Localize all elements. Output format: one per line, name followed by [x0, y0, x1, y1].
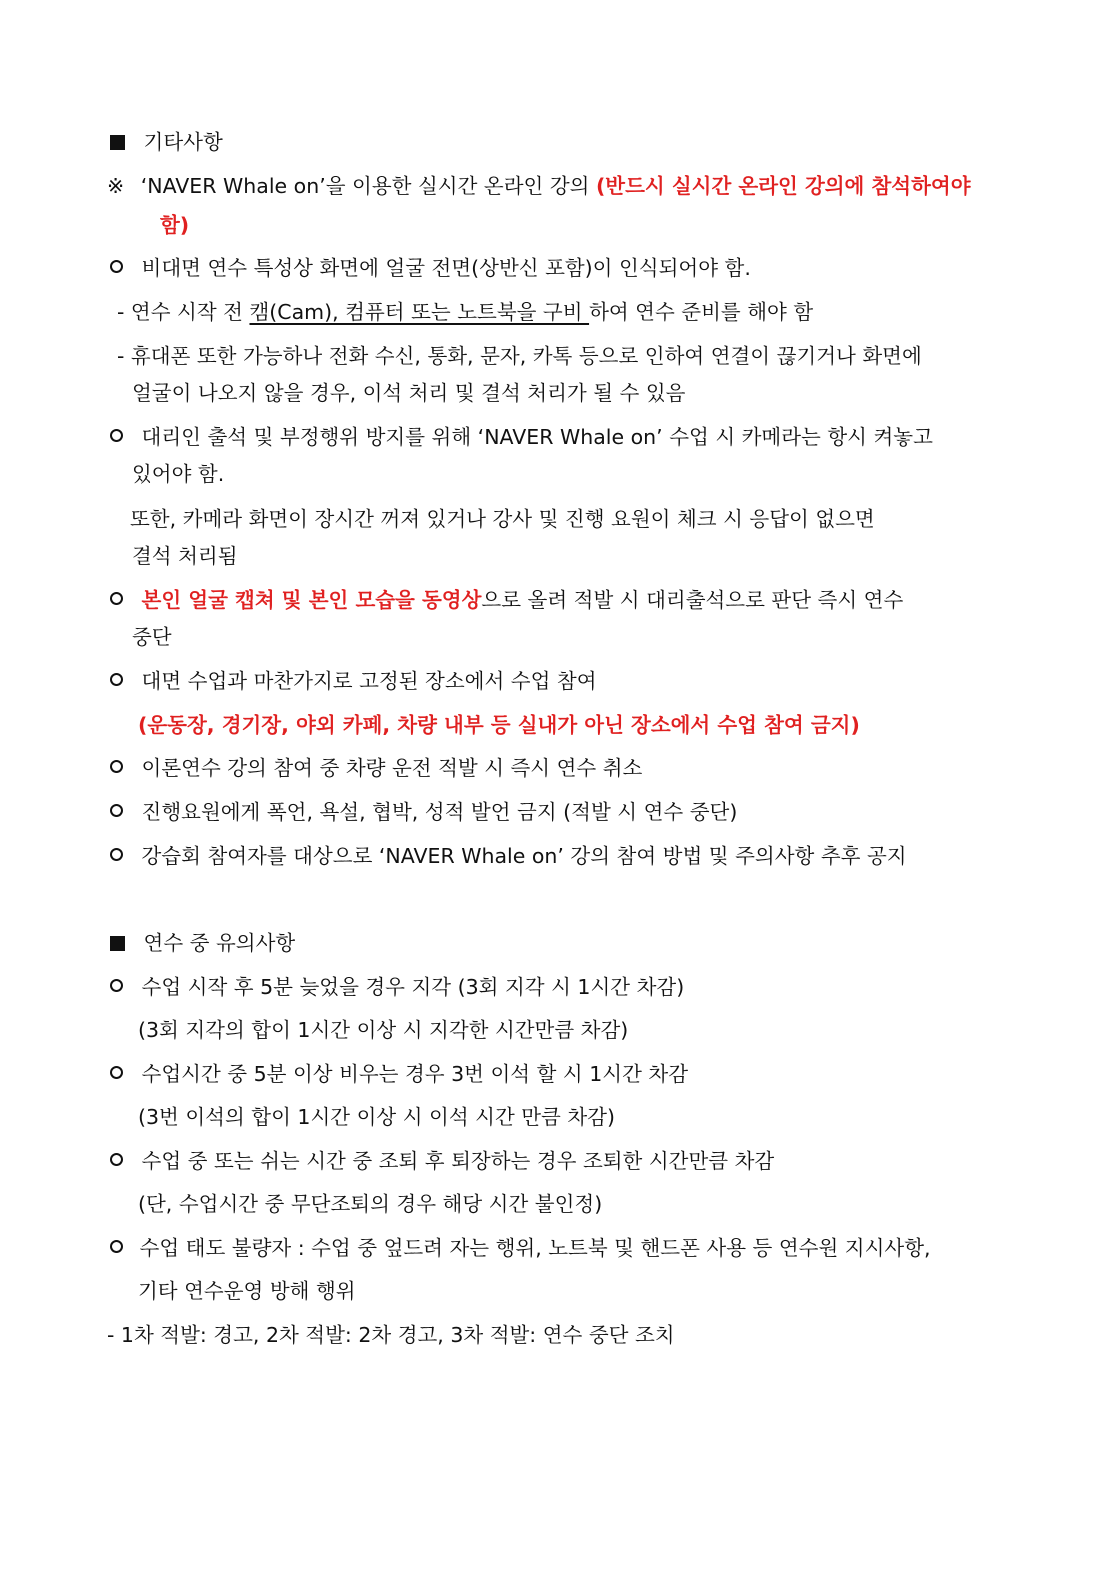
list-item-cont: 결석 처리됨	[132, 544, 238, 568]
emphasis-text: (운동장, 경기장, 야외 카페, 차량 내부 등 실내가 아닌 장소에서 수업 참여 금지)	[138, 713, 860, 737]
list-item-cont: (단, 수업시간 중 무단조퇴의 경우 해당 시간 불인정)	[138, 1192, 603, 1216]
note-line: ※ ‘NAVER Whale on’을 이용한 실시간 온라인 강의 (반드시 실시간 온라인 강의에 참석하여야	[107, 174, 971, 198]
circle-bullet-icon	[110, 979, 123, 992]
list-item-cont: 또한, 카메라 화면이 장시간 꺼져 있거나 강사 및 진행 요원이 체크 시 응답이 없으면	[130, 507, 875, 531]
black-square-icon	[110, 936, 125, 951]
circle-bullet-icon	[110, 848, 123, 861]
list-item: 대리인 출석 및 부정행위 방지를 위해 ‘NAVER Whale on’ 수업 시 카메라는 항시 켜놓고	[110, 422, 933, 452]
note-emphasis-cont: 함)	[160, 213, 190, 237]
list-item: 수업 중 또는 쉬는 시간 중 조퇴 후 퇴장하는 경우 조퇴한 시간만큼 차감	[110, 1146, 774, 1176]
underlined-text: 캠(Cam), 컴퓨터 또는 노트북을 구비	[249, 300, 590, 324]
circle-bullet-icon	[110, 1153, 123, 1166]
list-item: 대면 수업과 마찬가지로 고정된 장소에서 수업 참여	[110, 666, 597, 696]
circle-bullet-icon	[110, 429, 123, 442]
circle-bullet-icon	[110, 592, 123, 605]
list-item-cont: 기타 연수운영 방해 행위	[138, 1279, 356, 1303]
list-item: 이론연수 강의 참여 중 차량 운전 적발 시 즉시 연수 취소	[110, 753, 642, 783]
circle-bullet-icon	[110, 1240, 123, 1253]
section-heading-etc: 기타사항	[110, 127, 223, 157]
penalty-line: - 1차 적발: 경고, 2차 적발: 2차 경고, 3차 적발: 연수 중단 조치	[107, 1323, 675, 1347]
list-item-cont: 중단	[132, 625, 172, 649]
list-item: 진행요원에게 폭언, 욕설, 협박, 성적 발언 금지 (적발 시 연수 중단)	[110, 797, 737, 827]
list-item-cont: (3번 이석의 합이 1시간 이상 시 이석 시간 만큼 차감)	[138, 1105, 615, 1129]
note-emphasis: (반드시 실시간 온라인 강의에 참석하여야	[595, 174, 971, 198]
list-item-cont: (3회 지각의 합이 1시간 이상 시 지각한 시간만큼 차감)	[138, 1018, 629, 1042]
circle-bullet-icon	[110, 260, 123, 273]
note-mark-icon: ※	[107, 174, 125, 198]
circle-bullet-icon	[110, 804, 123, 817]
section-heading-precautions: 연수 중 유의사항	[110, 928, 295, 958]
list-item: 수업 태도 불량자 : 수업 중 엎드려 자는 행위, 노트북 및 핸드폰 사용 등 연수원 지시사항,	[110, 1233, 931, 1263]
list-item: 본인 얼굴 캡쳐 및 본인 모습을 동영상으로 올려 적발 시 대리출석으로 판단 즉시 연수	[110, 585, 903, 615]
circle-bullet-icon	[110, 1066, 123, 1079]
sub-item: - 휴대폰 또한 가능하나 전화 수신, 통화, 문자, 카톡 등으로 인하여 연결이 끊기거나 화면에	[117, 344, 922, 368]
emphasis-text: 본인 얼굴 캡쳐 및 본인 모습을 동영상	[141, 588, 482, 612]
sub-item: - 연수 시작 전 캠(Cam), 컴퓨터 또는 노트북을 구비 하여 연수 준비를 해야 함	[117, 300, 814, 324]
list-item: 수업 시작 후 5분 늦었을 경우 지각 (3회 지각 시 1시간 차감)	[110, 972, 684, 1002]
circle-bullet-icon	[110, 760, 123, 773]
list-item: 비대면 연수 특성상 화면에 얼굴 전면(상반신 포함)이 인식되어야 함.	[110, 253, 751, 283]
sub-item-cont: 얼굴이 나오지 않을 경우, 이석 처리 및 결석 처리가 될 수 있음	[132, 381, 686, 405]
list-item-cont: 있어야 함.	[132, 462, 225, 486]
black-square-icon	[110, 135, 125, 150]
list-item: 강습회 참여자를 대상으로 ‘NAVER Whale on’ 강의 참여 방법 및 주의사항 추후 공지	[110, 841, 907, 871]
list-item: 수업시간 중 5분 이상 비우는 경우 3번 이석 할 시 1시간 차감	[110, 1059, 688, 1089]
circle-bullet-icon	[110, 673, 123, 686]
